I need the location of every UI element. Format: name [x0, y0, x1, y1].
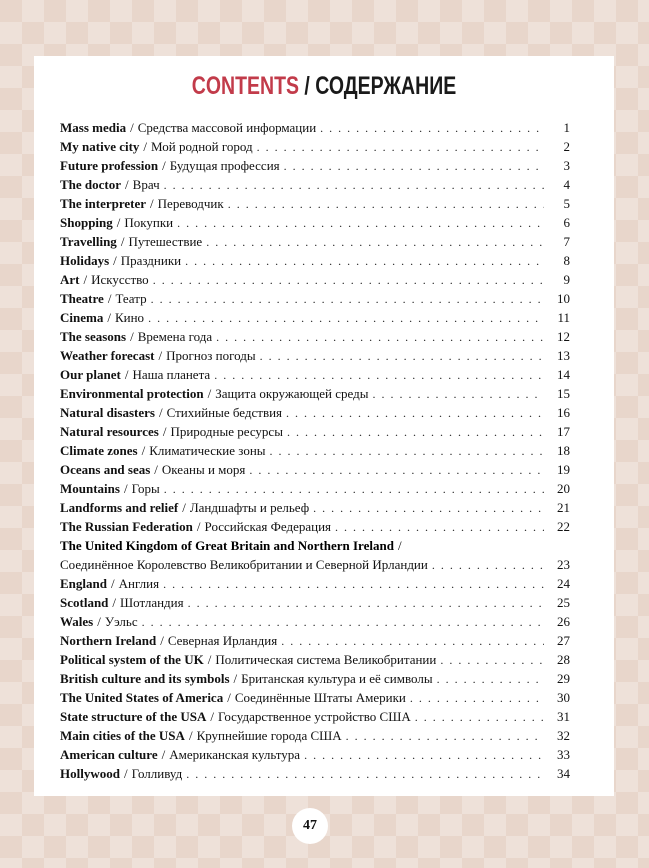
entry-page-number: 34	[557, 766, 570, 781]
entry-page-number: 1	[563, 120, 570, 135]
entry-page-number: 26	[557, 614, 570, 629]
toc-entry	[60, 538, 570, 557]
entry-russian-title: Американская культура	[169, 747, 301, 762]
entry-english-title: Shopping	[60, 215, 113, 230]
entry-russian-title: Крупнейшие города США	[196, 728, 342, 743]
toc-entry	[60, 177, 570, 196]
entry-page-number: 7	[563, 234, 570, 249]
entry-slash: /	[125, 177, 129, 192]
entry-page-number: 19	[557, 462, 570, 477]
toc-entry	[60, 766, 570, 785]
toc-entry	[60, 614, 570, 633]
dot-leader	[410, 691, 544, 706]
entry-russian-title: Наша планета	[132, 367, 211, 382]
dot-leader	[320, 121, 544, 136]
entry-slash: /	[97, 614, 101, 629]
entry-russian-title: Государственное устройство США	[217, 709, 411, 724]
entry-page-number: 11	[557, 310, 570, 325]
entry-russian-title: Шотландия	[120, 595, 184, 610]
entry-page-number: 13	[557, 348, 570, 363]
entry-russian-title: Политическая система Великобритании	[215, 652, 437, 667]
entry-english-title: British culture and its symbols	[60, 671, 230, 686]
contents-sheet	[34, 56, 614, 796]
toc-entry	[60, 139, 570, 158]
entry-slash: /	[160, 633, 164, 648]
entry-russian-title: Врач	[132, 177, 160, 192]
entry-slash: /	[120, 234, 125, 249]
entry-english-title: The doctor	[60, 177, 122, 192]
toc-entry	[60, 120, 570, 139]
toc-entry	[60, 253, 570, 272]
toc-entry	[60, 462, 570, 481]
entry-english-title: Weather forecast	[60, 348, 155, 363]
dot-leader	[216, 330, 544, 345]
entry-page-number: 24	[557, 576, 570, 591]
dot-leader	[313, 501, 544, 516]
dot-leader	[257, 140, 544, 155]
entry-russian-title: Стихийные бедствия	[166, 405, 283, 420]
entry-english-title: The interpreter	[60, 196, 147, 211]
entry-russian-title: Горы	[131, 481, 160, 496]
dot-leader	[286, 406, 544, 421]
dot-leader	[186, 767, 544, 782]
dot-leader	[260, 349, 544, 364]
entry-slash: /	[110, 576, 115, 591]
entry-page-number: 22	[557, 519, 570, 534]
dot-leader	[281, 634, 544, 649]
entry-russian-title: Северная Ирландия	[167, 633, 278, 648]
toc-entry	[60, 272, 570, 291]
entry-page-number: 16	[557, 405, 570, 420]
dot-leader	[164, 178, 544, 193]
entry-page-number: 28	[557, 652, 570, 667]
entry-slash: /	[207, 652, 212, 667]
dot-leader	[346, 729, 544, 744]
entry-slash: /	[196, 519, 201, 534]
entry-english-title: Mountains	[60, 481, 120, 496]
entry-english-title: Political system of the UK	[60, 652, 204, 667]
entry-page-number: 23	[557, 557, 570, 572]
entry-slash: /	[158, 405, 163, 420]
toc-entry	[60, 728, 570, 747]
entry-slash: /	[233, 671, 238, 686]
toc-entry	[60, 576, 570, 595]
dot-leader	[335, 520, 544, 535]
dot-leader	[188, 596, 544, 611]
entry-russian-title: Праздники	[120, 253, 182, 268]
dot-leader	[148, 311, 544, 326]
dot-leader	[284, 159, 544, 174]
entry-russian-title: Климатические зоны	[149, 443, 266, 458]
entry-russian-title: Средства массовой информации	[137, 120, 317, 135]
entry-english-title: England	[60, 576, 107, 591]
entry-slash: /	[141, 443, 146, 458]
table-of-contents	[60, 120, 570, 785]
toc-entry	[60, 671, 570, 690]
entry-slash: /	[397, 538, 402, 553]
entry-russian-title: Британская культура и её символы	[241, 671, 433, 686]
entry-russian-title: Соединённое Королевство Великобритании и Северной Ирландии	[60, 557, 428, 572]
entry-english-title: Wales	[60, 614, 94, 629]
toc-entry	[60, 709, 570, 728]
toc-entry	[60, 234, 570, 253]
entry-english-title: Hollywood	[60, 766, 120, 781]
toc-entry-continuation	[60, 557, 570, 576]
entry-russian-title: Мой родной город	[151, 139, 253, 154]
entry-english-title: Holidays	[60, 253, 110, 268]
entry-page-number: 9	[563, 272, 570, 287]
dot-leader	[415, 710, 544, 725]
toc-entry	[60, 348, 570, 367]
entry-page-number: 3	[563, 158, 570, 173]
entry-english-title: State structure of the USA	[60, 709, 207, 724]
title-english: CONTENTS	[191, 72, 300, 100]
entry-page-number: 20	[557, 481, 570, 496]
entry-russian-title: Российская Федерация	[204, 519, 332, 534]
entry-english-title: Northern Ireland	[60, 633, 157, 648]
toc-entry	[60, 747, 570, 766]
entry-english-title: Oceans and seas	[60, 462, 151, 477]
dot-leader	[214, 368, 544, 383]
toc-entry	[60, 310, 570, 329]
entry-page-number: 5	[563, 196, 570, 211]
entry-slash: /	[162, 424, 167, 439]
entry-page-number: 21	[557, 500, 570, 515]
entry-russian-title: Искусство	[91, 272, 149, 287]
entry-slash: /	[227, 690, 231, 705]
entry-english-title: Scotland	[60, 595, 109, 610]
entry-page-number: 14	[557, 367, 570, 382]
entry-russian-title: Соединённые Штаты Америки	[234, 690, 406, 705]
entry-english-title: Main cities of the USA	[60, 728, 185, 743]
title-russian: СОДЕРЖАНИЕ	[315, 72, 457, 100]
toc-entry	[60, 633, 570, 652]
toc-entry	[60, 443, 570, 462]
toc-entry	[60, 690, 570, 709]
entry-slash: /	[150, 196, 154, 211]
toc-entry	[60, 405, 570, 424]
entry-page-number: 32	[557, 728, 570, 743]
entry-slash: /	[123, 766, 128, 781]
toc-entry	[60, 481, 570, 500]
toc-entry	[60, 196, 570, 215]
entry-english-title: The United Kingdom of Great Britain and Northern Ireland	[60, 538, 394, 553]
entry-russian-title: Времена года	[137, 329, 213, 344]
entry-english-title: The Russian Federation	[60, 519, 193, 534]
entry-slash: /	[83, 272, 88, 287]
entry-russian-title: Океаны и моря	[161, 462, 246, 477]
dot-leader	[249, 463, 544, 478]
entry-english-title: The seasons	[60, 329, 127, 344]
entry-page-number: 18	[557, 443, 570, 458]
entry-page-number: 8	[563, 253, 570, 268]
entry-english-title: Landforms and relief	[60, 500, 179, 515]
dot-leader	[151, 292, 544, 307]
dot-leader	[287, 425, 544, 440]
entry-slash: /	[123, 481, 128, 496]
dot-leader	[142, 615, 544, 630]
entry-russian-title: Природные ресурсы	[170, 424, 283, 439]
dot-leader	[163, 577, 544, 592]
entry-english-title: Natural resources	[60, 424, 159, 439]
entry-russian-title: Театр	[115, 291, 147, 306]
toc-entry	[60, 291, 570, 310]
toc-entry	[60, 215, 570, 234]
entry-slash: /	[158, 348, 163, 363]
toc-entry	[60, 424, 570, 443]
entry-russian-title: Переводчик	[157, 196, 224, 211]
toc-entry	[60, 595, 570, 614]
entry-page-number: 25	[557, 595, 570, 610]
entry-english-title: Cinema	[60, 310, 104, 325]
entry-slash: /	[210, 709, 214, 724]
entry-english-title: The United States of America	[60, 690, 224, 705]
entry-page-number: 2	[563, 139, 570, 154]
entry-russian-title: Прогноз погоды	[166, 348, 256, 363]
entry-slash: /	[130, 120, 134, 135]
title-separator: /	[304, 72, 310, 100]
dot-leader	[373, 387, 545, 402]
entry-english-title: Mass media	[60, 120, 127, 135]
entry-russian-title: Будущая профессия	[169, 158, 280, 173]
entry-english-title: Natural disasters	[60, 405, 155, 420]
entry-slash: /	[113, 253, 117, 268]
entry-english-title: Climate zones	[60, 443, 138, 458]
entry-english-title: Our planet	[60, 367, 121, 382]
entry-english-title: Environmental protection	[60, 386, 204, 401]
entry-page-number: 29	[557, 671, 570, 686]
entry-russian-title: Кино	[114, 310, 145, 325]
dot-leader	[304, 748, 544, 763]
entry-page-number: 33	[557, 747, 570, 762]
page-title	[98, 72, 550, 101]
entry-russian-title: Ландшафты и рельеф	[189, 500, 310, 515]
entry-slash: /	[188, 728, 193, 743]
entry-slash: /	[107, 310, 111, 325]
entry-page-number: 12	[557, 329, 570, 344]
entry-slash: /	[130, 329, 134, 344]
toc-entry	[60, 158, 570, 177]
entry-page-number: 10	[557, 291, 570, 306]
entry-english-title: Art	[60, 272, 80, 287]
dot-leader	[440, 653, 544, 668]
entry-slash: /	[124, 367, 129, 382]
dot-leader	[228, 197, 544, 212]
toc-entry	[60, 367, 570, 386]
dot-leader	[432, 558, 544, 573]
dot-leader	[164, 482, 544, 497]
entry-russian-title: Англия	[118, 576, 160, 591]
dot-leader	[437, 672, 544, 687]
toc-entry	[60, 519, 570, 538]
entry-page-number: 30	[557, 690, 570, 705]
dot-leader	[270, 444, 544, 459]
entry-english-title: Theatre	[60, 291, 104, 306]
entry-english-title: My native city	[60, 139, 140, 154]
toc-entry	[60, 386, 570, 405]
entry-page-number: 15	[557, 386, 570, 401]
entry-slash: /	[207, 386, 212, 401]
toc-entry	[60, 329, 570, 348]
entry-slash: /	[107, 291, 112, 306]
entry-russian-title: Покупки	[124, 215, 174, 230]
entry-page-number: 27	[557, 633, 570, 648]
entry-slash: /	[112, 595, 117, 610]
entry-russian-title: Голливуд	[131, 766, 183, 781]
entry-slash: /	[162, 158, 166, 173]
entry-russian-title: Уэльс	[104, 614, 138, 629]
entry-english-title: American culture	[60, 747, 158, 762]
dot-leader	[185, 254, 544, 269]
entry-russian-title: Защита окружающей среды	[215, 386, 369, 401]
entry-page-number: 4	[563, 177, 570, 192]
page-number: 47	[292, 808, 328, 844]
dot-leader	[153, 273, 544, 288]
entry-slash: /	[161, 747, 166, 762]
toc-entry	[60, 652, 570, 671]
dot-leader	[177, 216, 544, 231]
entry-slash: /	[143, 139, 148, 154]
entry-slash: /	[116, 215, 121, 230]
entry-russian-title: Путешествие	[128, 234, 203, 249]
entry-english-title: Future profession	[60, 158, 159, 173]
entry-english-title: Travelling	[60, 234, 117, 249]
toc-entry	[60, 500, 570, 519]
entry-slash: /	[154, 462, 158, 477]
entry-slash: /	[182, 500, 186, 515]
entry-page-number: 17	[557, 424, 570, 439]
entry-page-number: 31	[557, 709, 570, 724]
entry-page-number: 6	[563, 215, 570, 230]
dot-leader	[206, 235, 544, 250]
